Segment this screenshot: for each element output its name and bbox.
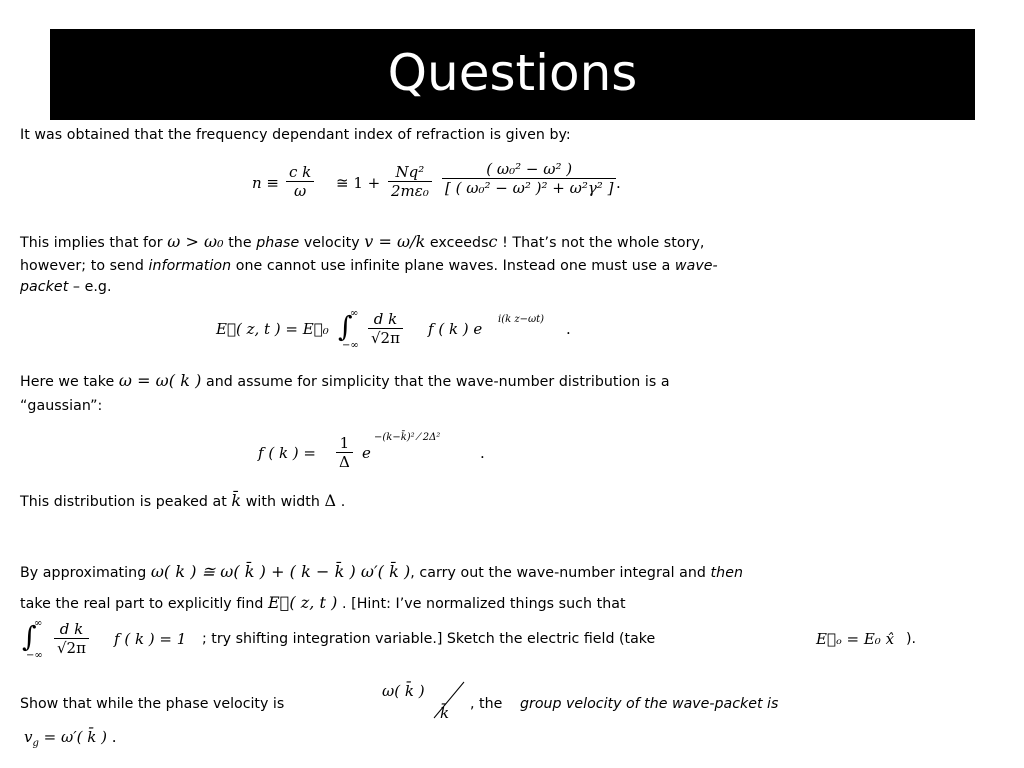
implies-phase: phase [256,235,300,251]
norm-text-2: ). [906,631,917,647]
e0-expression: E⃗ₒ = E₀ x̂ [816,630,895,648]
omega-of-k: ω = ω( k ) [118,371,202,390]
realpart-text-2: . [Hint: I’ve normalized things such that [342,596,626,612]
eq-res-num: ( ω₀² − ω² ) [442,160,616,179]
efield-limit-top: ∞ [350,308,359,319]
normalization-line [22,618,942,664]
implies-text-4: exceeds [429,235,489,251]
gaussian-line: “gaussian”: [20,398,103,414]
show-line [20,676,920,724]
implies-text-2: the [228,235,252,251]
show-group-velocity: group velocity of the wave-packet is [520,696,779,712]
distribution-text-3: . [340,494,346,510]
eq-2m: 2mε₀ [391,182,429,200]
norm-dk: d k [54,620,89,639]
eq-n: n ≡ [252,174,279,192]
efield-lhs: E⃗( z, t ) = E⃗₀ [216,320,329,338]
efield-exponent: i(k z−ωt) [498,314,545,325]
phase-num: ω( k̄ ) [382,682,425,700]
realpart-line [20,594,626,613]
slide-title: Questions [387,44,638,102]
approx-text-1: By approximating [20,565,147,581]
efield-root: √2π [371,329,400,347]
realpart-text-1: take the real part to explicitly find [20,596,264,612]
phase-velocity-eq: v = ω/k [364,232,426,251]
show-text-2: , the [470,696,503,712]
however-text-1: however; to send [20,258,144,274]
gauss-one: 1 [336,434,353,453]
approx-expression: ω( k ) ≅ ω( k̄ ) + ( k − k̄ ) ω′( k̄ ) [150,562,411,581]
norm-root: √2π [57,639,86,657]
approx-text-2: , carry out the wave-number integral and [410,565,706,581]
implies-text-3: velocity [303,235,360,251]
show-text-1: Show that while the phase velocity is [20,696,285,712]
intro-text: It was obtained that the frequency dependant index of refraction is given by: [20,127,571,143]
efield-dk-frac [368,310,403,347]
eq-resonance-frac [442,160,616,197]
distribution-line [20,492,345,511]
gauss-lhs: f ( k ) = [258,444,316,462]
however-wave: wave- [674,258,718,274]
omega-gt-omega0: ω > ω₀ [167,232,224,251]
title-bar [50,29,975,120]
vg-rhs: = ω′( k̄ ) [43,728,107,746]
approx-then: then [710,565,744,581]
packet-word: packet [20,279,69,295]
here-text-1: Here we take [20,374,115,390]
gauss-e: e [362,444,371,462]
norm-limit-bottom: −∞ [26,650,43,661]
vg-v: v [24,728,33,746]
gauss-exponent: −(k−k̄)² ⁄ 2Δ² [374,432,441,443]
gauss-dot: . [480,444,485,462]
here-line [20,372,670,391]
efield-find: E⃗( z, t ) [268,593,338,612]
delta-width: Δ [324,491,337,510]
norm-limit-top: ∞ [34,618,43,629]
packet-eg: – e.g. [68,279,112,295]
eq-ck: c k [286,163,314,182]
here-text-2: and assume for simplicity that the wave-number distribution is a [205,374,670,390]
packet-line [20,278,112,296]
vg-dot: . [111,728,117,746]
distribution-text-1: This distribution is peaked at [20,494,227,510]
norm-integral-sign: ∫ [22,620,37,653]
vg-sub: g [32,738,39,749]
implies-line [20,233,704,252]
efield-rest: f ( k ) e [428,320,483,338]
efield-dk: d k [368,310,403,329]
norm-rest: f ( k ) = 1 [114,630,187,648]
group-velocity-equation [24,728,117,752]
eq-approx: ≅ 1 + [336,174,381,192]
however-line [20,257,718,275]
implies-text-1: This implies that for [20,235,163,251]
eq-nq: Nq² [388,163,432,182]
gauss-delta: Δ [339,453,350,471]
efield-dot: . [566,320,571,338]
eq-res-den: [ ( ω₀² − ω² )² + ω²γ² ] [445,179,614,197]
eq-nq-frac [388,163,432,200]
eq-ck-frac [286,163,314,200]
phase-den: k̄ [440,704,450,722]
kbar: k̄ [231,491,242,510]
however-text-2: one cannot use infinite plane waves. Instead one must use a [235,258,671,274]
implies-text-5: ! That’s not the whole story, [502,235,705,251]
gauss-frac [336,434,353,471]
approx-line [20,563,743,582]
norm-text-1: ; try shifting integration variable.] Sketch the electric field (take [202,631,656,647]
efield-limit-bottom: −∞ [342,340,359,351]
distribution-text-2: with width [245,494,320,510]
eq-omega: ω [294,182,307,200]
eq-dot: . [616,174,621,192]
norm-dk-frac [54,620,89,657]
efield-integral-sign: ∫ [338,310,353,343]
speed-of-light: c [488,232,498,251]
however-information: information [148,258,232,274]
